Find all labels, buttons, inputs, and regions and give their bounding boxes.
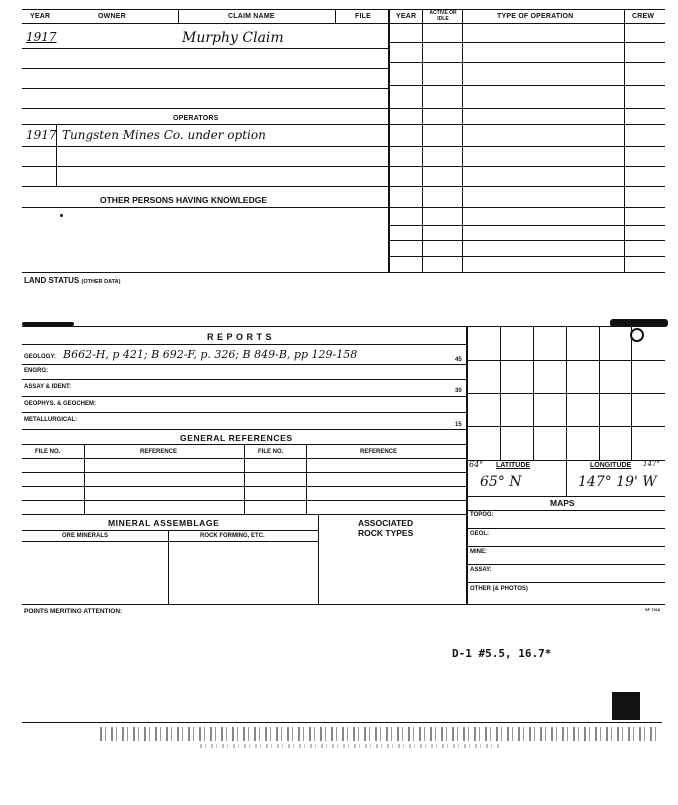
registration-mark (612, 692, 640, 720)
rock-types-label: ROCK TYPES (358, 528, 414, 538)
mineral-assemblage-title: MINERAL ASSEMBLAGE (108, 518, 220, 528)
ref-header-file-no-2: FILE NO. (258, 449, 284, 455)
header-active-or-idle: ACTIVE OR IDLE (429, 10, 457, 22)
rock-forming-label: ROCK FORMING, ETC. (200, 533, 265, 539)
associated-label: ASSOCIATED (358, 518, 414, 528)
form-number: SF 7318 (645, 607, 661, 612)
land-status-label (24, 276, 120, 285)
report-label-geophys: GEOPHYS. & GEOCHEM: (24, 401, 97, 407)
maps-title: MAPS (550, 498, 575, 508)
report-num-30: 30 (455, 388, 462, 394)
reports-title: REPORTS (207, 332, 276, 342)
scan-noise (100, 727, 660, 741)
scan-noise (200, 744, 500, 748)
header-year-right: YEAR (396, 13, 417, 20)
report-label-metallurgical: METALLURGICAL: (24, 417, 78, 423)
report-num-15: 15 (455, 422, 462, 428)
operators-label: OPERATORS (173, 115, 219, 122)
claim-name: Murphy Claim (182, 30, 284, 46)
maps-geol-label: GEOL: (470, 531, 489, 537)
land-status-title: LAND STATUS (24, 276, 80, 285)
report-label-assay: ASSAY & IDENT: (24, 384, 72, 390)
report-value-geology: B662-H, p 421; B 692-F, p. 326; B 849-B, pp 129-158 (63, 348, 358, 361)
maps-other-label: OTHER (& PHOTOS) (470, 586, 528, 592)
ref-header-reference: REFERENCE (140, 449, 178, 455)
report-num-45: 45 (455, 357, 462, 363)
points-meriting-attention-label: POINTS MERITING ATTENTION: (24, 608, 123, 615)
longitude-value: 147° 19' W (578, 474, 657, 490)
maps-assay-label: ASSAY: (470, 567, 492, 573)
ore-minerals-label: ORE MINERALS (62, 533, 109, 539)
ref-header-reference-2: REFERENCE (360, 449, 398, 455)
header-file: FILE (355, 13, 371, 20)
operator-year: 1917 (26, 128, 57, 142)
latitude-value: 65° N (480, 474, 522, 490)
report-label-geology: GEOLOGY: (24, 354, 56, 360)
header-claim-name: CLAIM NAME (228, 13, 275, 20)
ref-header-file-no: FILE NO. (35, 449, 61, 455)
header-year: YEAR (30, 13, 51, 20)
longitude-label: LONGITUDE (590, 462, 632, 469)
latitude-label: LATITUDE (496, 462, 531, 469)
lon-suffix: 147° (643, 460, 660, 468)
maps-mine-label: MINE: (470, 549, 487, 555)
scan-smear (610, 319, 668, 327)
header-crew: CREW (632, 13, 655, 20)
header-type-of-operation: TYPE OF OPERATION (497, 13, 574, 20)
lat-prefix: 64° (469, 460, 484, 469)
ink-dot (60, 214, 63, 217)
operator-name: Tungsten Mines Co. under option (62, 128, 266, 142)
owner-year: 1917 (26, 30, 57, 44)
general-references-title: GENERAL REFERENCES (180, 433, 293, 443)
maps-topog-label: TOPOG: (470, 512, 494, 518)
header-owner: OWNER (98, 13, 126, 20)
other-persons-label: OTHER PERSONS HAVING KNOWLEDGE (100, 195, 268, 205)
stamp-text: D-1 #5.5, 16.7* (452, 647, 552, 660)
land-status-sub: (OTHER DATA) (81, 279, 121, 285)
punch-hole-icon (630, 328, 644, 342)
report-label-engrg: ENGRG: (24, 368, 48, 374)
